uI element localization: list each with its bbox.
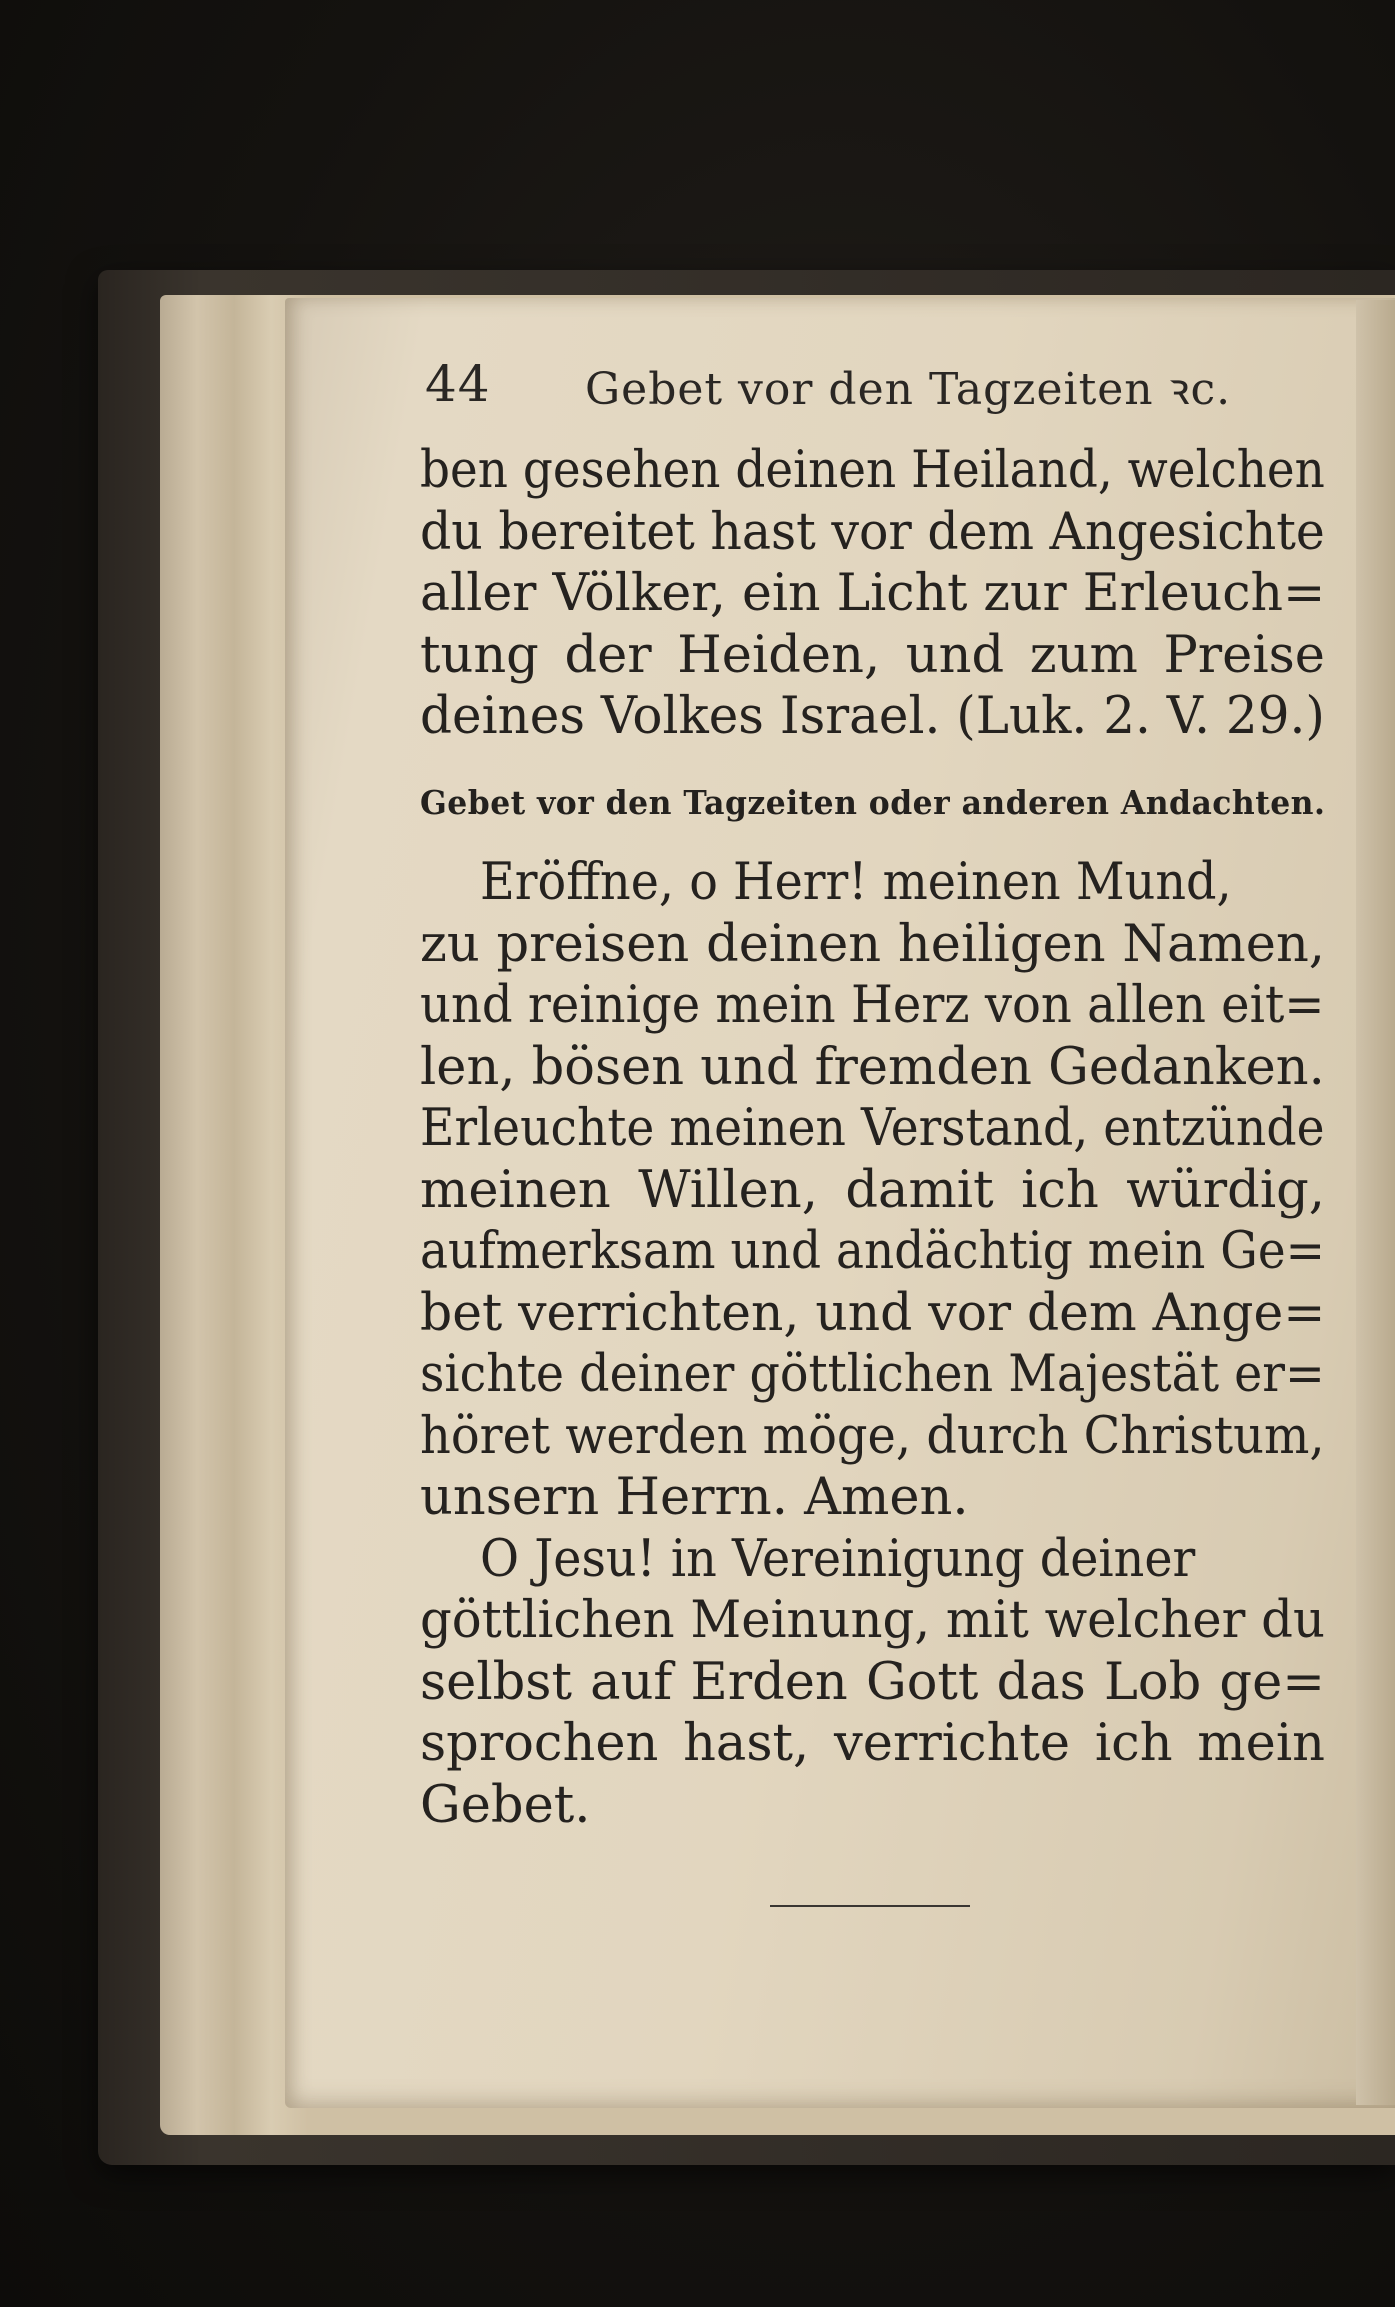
text-line: aufmerksam und andächtig mein Ge= bbox=[420, 1222, 1325, 1281]
text-line: höret werden möge, durch Christum, bbox=[420, 1406, 1325, 1466]
text-line: meinen Willen, damit ich würdig, bbox=[420, 1160, 1325, 1220]
text-line: Eröffne, o Herr! meinen Mund, bbox=[480, 853, 1232, 912]
text-line: bet verrichten, und vor dem Ange= bbox=[420, 1283, 1326, 1343]
text-line: sichte deiner göttlichen Majestät er= bbox=[420, 1345, 1325, 1404]
text-line: Gebet. bbox=[420, 1775, 591, 1835]
text-line: aller Völker, ein Licht zur Erleuch= bbox=[420, 564, 1326, 623]
text-line: zu preisen deinen heiligen Namen, bbox=[420, 914, 1325, 974]
page-number: 44 bbox=[425, 355, 491, 413]
text-line: Erleuchte meinen Verstand, entzünde bbox=[420, 1099, 1325, 1158]
text-line: und reinige mein Herz von allen eit= bbox=[420, 976, 1325, 1035]
continuation-text bbox=[420, 440, 1325, 748]
section-heading: Gebet vor den Tagzeiten oder anderen Andachten. bbox=[420, 783, 1326, 822]
text-line: du bereitet hast vor dem Angesichte bbox=[420, 502, 1325, 562]
text-line: unsern Herrn. Amen. bbox=[420, 1468, 969, 1527]
text-line: selbst auf Erden Gott das Lob ge= bbox=[420, 1652, 1325, 1712]
text-line: göttlichen Meinung, mit welcher du bbox=[420, 1591, 1325, 1650]
text-line: O Jesu! in Vereinigung deiner bbox=[480, 1529, 1196, 1589]
prayer-text bbox=[420, 852, 1325, 1836]
page-header bbox=[395, 355, 1295, 425]
text-line: tung der Heiden, und zum Preise bbox=[420, 625, 1325, 685]
text-line: ben gesehen deinen Heiland, welchen bbox=[420, 441, 1325, 500]
text-line: len, bösen und fremden Gedanken. bbox=[420, 1037, 1325, 1097]
running-head: Gebet vor den Tagzeiten ꝛc. bbox=[585, 364, 1232, 415]
text-line: deines Volkes Israel. (Luk. 2. V. 29.) bbox=[420, 687, 1325, 746]
page-edge bbox=[1356, 300, 1395, 2105]
text-line: sprochen hast, verrichte ich mein bbox=[420, 1714, 1325, 1773]
end-rule bbox=[770, 1905, 970, 1907]
